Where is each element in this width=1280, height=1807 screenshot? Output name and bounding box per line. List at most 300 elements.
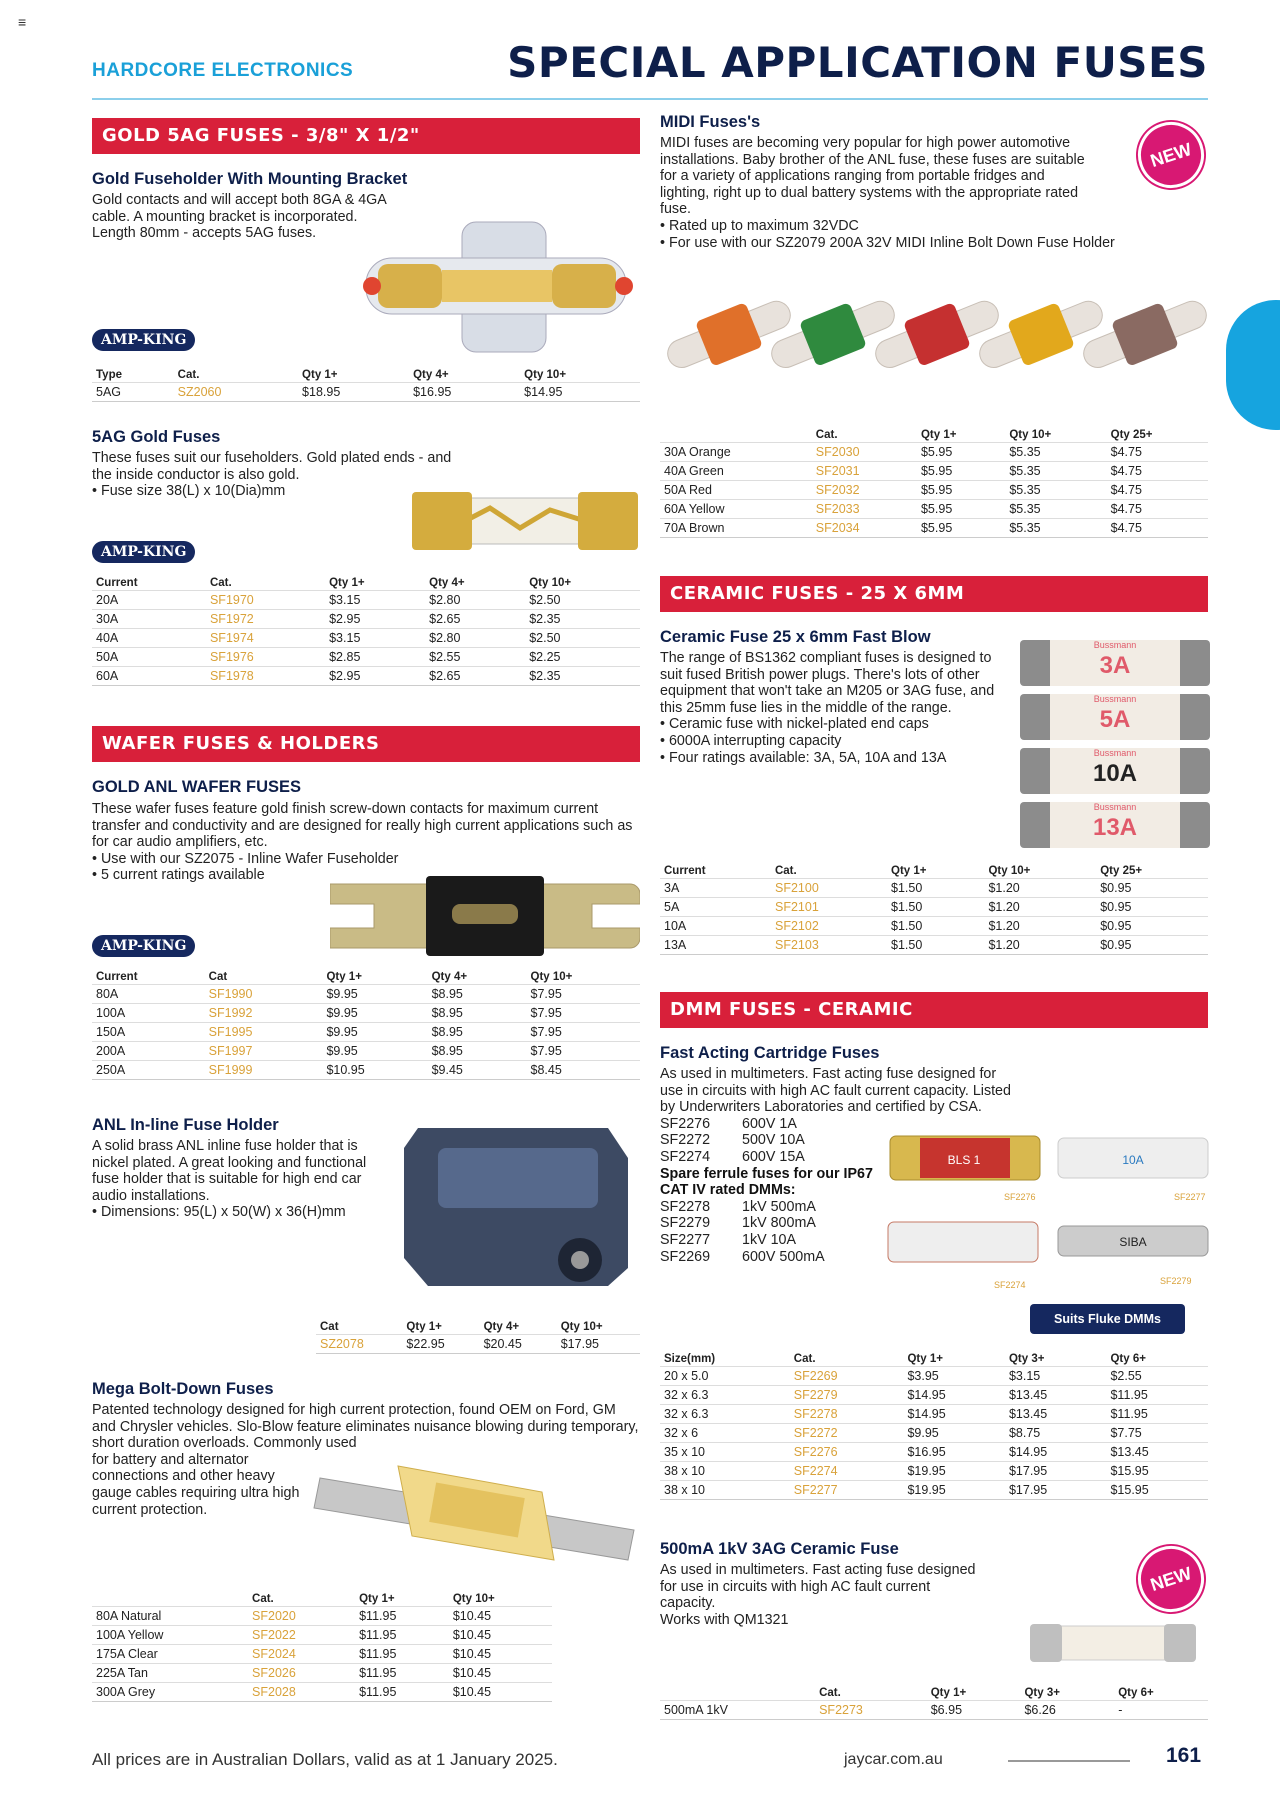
table-row xyxy=(92,1023,640,1042)
table-cell: $7.95 xyxy=(527,1004,641,1023)
ampking-badge: AMP-KING xyxy=(92,329,195,351)
table-cell: $10.45 xyxy=(449,1664,552,1683)
table-header: Current xyxy=(96,971,138,983)
dmm-list-code: SF2279 xyxy=(660,1215,711,1232)
anl-holder-bullet: • Dimensions: 95(L) x 50(W) x 36(H)mm xyxy=(92,1204,346,1221)
table-cell: $16.95 xyxy=(409,383,520,402)
table-row xyxy=(660,936,1208,955)
table-cell: $10.45 xyxy=(449,1683,552,1702)
table-cell: $4.75 xyxy=(1107,443,1208,462)
table-cell: $1.20 xyxy=(984,917,1096,936)
table-cell: 13A xyxy=(660,936,771,955)
3ag-section xyxy=(660,1540,1000,1628)
table-cell: $5.95 xyxy=(917,443,1005,462)
table-cell: $19.95 xyxy=(903,1462,1005,1481)
3ag-table xyxy=(660,1686,1208,1720)
table-cell: $2.80 xyxy=(425,591,525,610)
table-cell: 20A xyxy=(92,591,206,610)
table-header: Qty 3+ xyxy=(1024,1687,1060,1699)
table-cell: $4.75 xyxy=(1107,500,1208,519)
table-cell: $3.15 xyxy=(325,629,425,648)
table-header: Qty 10+ xyxy=(988,865,1031,877)
ceramic-fuse xyxy=(1020,748,1210,794)
cat-code: SF1978 xyxy=(206,667,325,686)
table-cell: $5.35 xyxy=(1005,481,1106,500)
table-row xyxy=(660,1462,1208,1481)
table-cell: 38 x 10 xyxy=(660,1462,790,1481)
table-cell: $16.95 xyxy=(903,1443,1005,1462)
dmm-list-code: SF2269 xyxy=(660,1248,711,1265)
table-cell: 150A xyxy=(92,1023,205,1042)
table-cell: $2.55 xyxy=(1106,1367,1208,1386)
table-cell: $18.95 xyxy=(298,383,409,402)
midi-fuse xyxy=(972,288,1111,381)
wafer-band: WAFER FUSES & HOLDERS xyxy=(92,726,640,762)
anl-wafer-bullet-2: • 5 current ratings available xyxy=(92,867,265,884)
cat-code: SF2103 xyxy=(771,936,887,955)
cat-code: SF2022 xyxy=(248,1626,355,1645)
table-cell: 3A xyxy=(660,879,771,898)
table-cell: 70A Brown xyxy=(660,519,812,538)
table-cell: 80A xyxy=(92,985,205,1004)
fuse-print-bls: BLS 1 xyxy=(947,1153,981,1167)
anl-holder-table xyxy=(316,1320,640,1354)
table-cell: $1.50 xyxy=(887,936,984,955)
table-cell: 200A xyxy=(92,1042,205,1061)
ceramic-bullet-3: • Four ratings available: 3A, 5A, 10A and 13A xyxy=(660,749,947,766)
table-header: Cat xyxy=(208,971,228,983)
cat-code: SF2102 xyxy=(771,917,887,936)
mega-table xyxy=(92,1592,552,1702)
table-cell: $10.45 xyxy=(449,1607,552,1626)
table-cell: $2.65 xyxy=(425,667,525,686)
anl-wafer-bullet-1: • Use with our SZ2075 - Inline Wafer Fuseholder xyxy=(92,850,399,867)
table-cell: $1.50 xyxy=(887,879,984,898)
table-cell: $2.35 xyxy=(525,610,640,629)
table-cell: $14.95 xyxy=(520,383,640,402)
table-cell: $11.95 xyxy=(1106,1386,1208,1405)
cat-code: SF2272 xyxy=(790,1424,904,1443)
cat-code: SF2269 xyxy=(790,1367,904,1386)
table-header: Cat. xyxy=(793,1353,816,1365)
cat-code: SF1995 xyxy=(205,1023,323,1042)
fuse-print-10a: 10A xyxy=(1122,1153,1144,1167)
table-row xyxy=(660,1367,1208,1386)
table-row xyxy=(92,591,640,610)
ceramic-fuses-image xyxy=(1020,640,1210,856)
table-header: Size(mm) xyxy=(664,1353,716,1365)
table-cell: $15.95 xyxy=(1106,1462,1208,1481)
table-row xyxy=(660,1405,1208,1424)
5ag-gold-fuses-table xyxy=(92,576,640,686)
cat-code: SF2274 xyxy=(790,1462,904,1481)
table-row xyxy=(660,1481,1208,1500)
table-cell: 5AG xyxy=(92,383,174,402)
ceramic-fuse xyxy=(1020,802,1210,848)
table-cell: $8.75 xyxy=(1005,1424,1107,1443)
table-row xyxy=(660,1386,1208,1405)
dmm-list-rating: 500V 10A xyxy=(742,1132,805,1149)
table-header: Cat. xyxy=(819,1687,841,1699)
anl-wafer-image xyxy=(330,872,640,960)
table-cell: $7.95 xyxy=(527,985,641,1004)
dmm-img-label-3: SF2274 xyxy=(994,1280,1026,1290)
footer-url[interactable]: jaycar.com.au xyxy=(844,1751,943,1768)
table-cell: $8.95 xyxy=(428,1023,527,1042)
table-cell: $22.95 xyxy=(402,1335,479,1354)
table-row xyxy=(660,500,1208,519)
5ag-gold-fuses-desc: These fuses suit our fuseholders. Gold plated ends - and the inside conductor is also gold. xyxy=(92,450,452,483)
gold-fuseholder-desc: Gold contacts and will accept both 8GA & 4GA cable. A mounting bracket is incorporated. xyxy=(92,192,387,225)
table-cell: 30A Orange xyxy=(660,443,812,462)
table-cell: $17.95 xyxy=(1005,1481,1107,1500)
table-cell: $11.95 xyxy=(355,1664,449,1683)
table-row xyxy=(660,519,1208,538)
table-cell: $8.95 xyxy=(428,1004,527,1023)
table-cell: 250A xyxy=(92,1061,205,1080)
table-cell: $13.45 xyxy=(1005,1386,1107,1405)
cat-code: SF2026 xyxy=(248,1664,355,1683)
table-cell: 80A Natural xyxy=(92,1607,248,1626)
suits-fluke-badge: Suits Fluke DMMs xyxy=(1030,1304,1185,1334)
table-cell: $2.25 xyxy=(525,648,640,667)
ceramic-bullet-2: • 6000A interrupting capacity xyxy=(660,732,842,749)
table-cell: $1.50 xyxy=(887,917,984,936)
table-cell: $11.95 xyxy=(1106,1405,1208,1424)
table-cell: $0.95 xyxy=(1096,917,1208,936)
table-cell: $9.95 xyxy=(903,1424,1005,1443)
table-cell: $14.95 xyxy=(903,1386,1005,1405)
dmm-img-label-4: SF2279 xyxy=(1160,1276,1192,1286)
table-header: Qty 1+ xyxy=(907,1353,943,1365)
table-cell: $5.95 xyxy=(917,462,1005,481)
anl-wafer-desc: These wafer fuses feature gold finish screw-down contacts for maximum current transfer and conductivity and are designed for really high current applications such as for car audio amplifiers, etc. xyxy=(92,801,633,851)
table-cell: $4.75 xyxy=(1107,481,1208,500)
cat-code: SF2276 xyxy=(790,1443,904,1462)
table-cell: $2.35 xyxy=(525,667,640,686)
table-cell: $5.95 xyxy=(917,519,1005,538)
table-header: Cat xyxy=(320,1321,339,1333)
table-header: Qty 10+ xyxy=(1009,429,1052,441)
midi-bullet-2: • For use with our SZ2079 200A 32V MIDI Inline Bolt Down Fuse Holder xyxy=(660,234,1115,251)
ceramic-fuse-brand: Bussmann xyxy=(1093,640,1137,650)
table-row xyxy=(660,1701,1208,1720)
table-cell: $1.20 xyxy=(984,898,1096,917)
new-badge-2: NEW xyxy=(1129,1537,1212,1620)
cat-code: SF2032 xyxy=(812,481,917,500)
ampking-badge-2: AMP-KING xyxy=(92,541,195,563)
footer-divider xyxy=(1008,1760,1130,1762)
table-cell: $7.75 xyxy=(1106,1424,1208,1443)
table-cell: 300A Grey xyxy=(92,1683,248,1702)
cat-code: SF1972 xyxy=(206,610,325,629)
cat-code: SF2273 xyxy=(815,1701,927,1720)
table-header: Qty 1+ xyxy=(920,429,957,441)
cat-code: SF2024 xyxy=(248,1645,355,1664)
table-row xyxy=(92,1607,552,1626)
table-cell: 100A xyxy=(92,1004,205,1023)
table-header: Current xyxy=(664,865,706,877)
mega-desc: Patented technology designed for high current protection, found OEM on Ford, GM and Chrysler vehicles. Slo-Blow feature eliminates nuisance blowing during temporary, short duration overloads. Commonly used xyxy=(92,1402,639,1452)
cat-code: SF2034 xyxy=(812,519,917,538)
table-cell: 5A xyxy=(660,898,771,917)
table-header: Qty 1+ xyxy=(302,369,338,381)
table-cell: 60A Yellow xyxy=(660,500,812,519)
dmm-list-rating: 1kV 500mA xyxy=(742,1198,816,1215)
gold-fuseholder-title: Gold Fuseholder With Mounting Bracket xyxy=(92,170,408,188)
cat-code: SF2031 xyxy=(812,462,917,481)
table-header: Qty 1+ xyxy=(326,971,362,983)
table-cell: $9.95 xyxy=(322,985,427,1004)
midi-bullet-1: • Rated up to maximum 32VDC xyxy=(660,217,859,234)
table-cell: $17.95 xyxy=(1005,1462,1107,1481)
table-cell: $10.95 xyxy=(322,1061,427,1080)
table-header: Cat. xyxy=(815,429,838,441)
anl-holder-section xyxy=(92,1116,392,1221)
3ag-desc: As used in multimeters. Fast acting fuse designed for use in circuits with high AC fault current capacity. xyxy=(660,1562,976,1612)
table-cell: $2.95 xyxy=(325,667,425,686)
ceramic-table xyxy=(660,864,1208,955)
anl-holder-desc: A solid brass ANL inline fuse holder that is nickel plated. A great looking and functional fuse holder that is suitable for high end car audio installations. xyxy=(92,1138,367,1204)
table-header: Qty 1+ xyxy=(930,1687,967,1699)
dmm-desc: As used in multimeters. Fast acting fuse designed for use in circuits with high AC fault current capacity. Listed by Underwriters Laboratories and certified by CSA. xyxy=(660,1066,1011,1116)
3ag-fuse-image xyxy=(1028,1620,1198,1666)
table-header: Qty 1+ xyxy=(406,1321,442,1333)
gold-fuseholder-image xyxy=(352,218,644,358)
table-cell: $5.95 xyxy=(917,481,1005,500)
table-cell: $6.26 xyxy=(1020,1701,1114,1720)
gold-5ag-band: GOLD 5AG FUSES - 3/8" X 1/2" xyxy=(92,118,640,154)
3ag-title: 500mA 1kV 3AG Ceramic Fuse xyxy=(660,1540,899,1558)
table-header: Qty 4+ xyxy=(429,577,465,589)
table-cell: $0.95 xyxy=(1096,879,1208,898)
ceramic-bullet-1: • Ceramic fuse with nickel-plated end caps xyxy=(660,716,929,733)
side-tab-marker xyxy=(1226,300,1280,430)
mega-desc2: for battery and alternator connections and other heavy gauge cables requiring ultra high current protection. xyxy=(92,1451,300,1518)
anl-wafer-section xyxy=(92,778,640,884)
table-cell: $2.95 xyxy=(325,610,425,629)
table-cell: $9.95 xyxy=(322,1023,427,1042)
table-header xyxy=(660,1686,815,1701)
table-cell: $10.45 xyxy=(449,1645,552,1664)
table-row xyxy=(92,1626,552,1645)
table-header: Qty 1+ xyxy=(329,577,365,589)
table-cell: 500mA 1kV xyxy=(660,1701,815,1720)
cat-code: SF2277 xyxy=(790,1481,904,1500)
table-header: Qty 1+ xyxy=(891,865,927,877)
table-cell: $9.45 xyxy=(428,1061,527,1080)
table-cell: $5.35 xyxy=(1005,462,1106,481)
mega-title: Mega Bolt-Down Fuses xyxy=(92,1380,274,1398)
table-cell: $17.95 xyxy=(557,1335,640,1354)
dmm-list-rating: 1kV 10A xyxy=(742,1231,797,1248)
table-cell: $11.95 xyxy=(355,1626,449,1645)
dmm-title: Fast Acting Cartridge Fuses xyxy=(660,1044,880,1062)
table-header: Qty 10+ xyxy=(452,1593,495,1605)
table-cell: $3.95 xyxy=(903,1367,1005,1386)
table-cell: 225A Tan xyxy=(92,1664,248,1683)
table-header: Cat. xyxy=(252,1593,274,1605)
ceramic-fuse-brand: Bussmann xyxy=(1093,748,1137,758)
table-header: Qty 10+ xyxy=(560,1321,603,1333)
table-header: Qty 25+ xyxy=(1110,429,1153,441)
table-row xyxy=(92,383,640,402)
table-header: Qty 3+ xyxy=(1008,1353,1045,1365)
cat-code: SF2278 xyxy=(790,1405,904,1424)
ampking-badge-3: AMP-KING xyxy=(92,935,195,957)
table-cell: $3.15 xyxy=(1005,1367,1107,1386)
table-cell: 10A xyxy=(660,917,771,936)
dmm-fuses-image xyxy=(884,1130,1214,1300)
table-row xyxy=(92,985,640,1004)
table-cell: 50A Red xyxy=(660,481,812,500)
table-header: Qty 6+ xyxy=(1118,1687,1154,1699)
cat-code: SF1974 xyxy=(206,629,325,648)
table-row xyxy=(660,1443,1208,1462)
table-cell: $3.15 xyxy=(325,591,425,610)
5ag-fuse-image xyxy=(410,488,640,554)
table-cell: 40A xyxy=(92,629,206,648)
table-cell: $11.95 xyxy=(355,1645,449,1664)
table-cell: $14.95 xyxy=(903,1405,1005,1424)
cat-code: SF1992 xyxy=(205,1004,323,1023)
ceramic-fuse xyxy=(1020,640,1210,686)
table-cell: $4.75 xyxy=(1107,519,1208,538)
midi-table xyxy=(660,428,1208,538)
dmm-list-code: SF2276 xyxy=(660,1115,711,1132)
table-cell: $1.50 xyxy=(887,898,984,917)
cat-code: SF1999 xyxy=(205,1061,323,1080)
brand-label: HARDCORE ELECTRONICS xyxy=(92,60,354,81)
table-row xyxy=(92,629,640,648)
cat-code: SZ2078 xyxy=(316,1335,402,1354)
dmm-spare-heading: Spare ferrule fuses for our IP67 CAT IV rated DMMs: xyxy=(660,1165,873,1199)
table-cell: $2.85 xyxy=(325,648,425,667)
gold-fuseholder-table xyxy=(92,368,640,402)
table-row xyxy=(660,879,1208,898)
table-cell: 32 x 6.3 xyxy=(660,1386,790,1405)
anl-wafer-table xyxy=(92,970,640,1080)
table-header: Cat. xyxy=(177,369,200,381)
ceramic-fuse-rating: 13A xyxy=(1092,814,1138,841)
table-header: Qty 4+ xyxy=(431,971,468,983)
anl-holder-title: ANL In-line Fuse Holder xyxy=(92,1116,279,1134)
table-header: Type xyxy=(96,369,122,381)
cat-code: SF1990 xyxy=(205,985,323,1004)
table-header: Qty 1+ xyxy=(359,1593,395,1605)
table-cell: $2.80 xyxy=(425,629,525,648)
dmm-list-rating: 600V 15A xyxy=(742,1148,805,1165)
cat-code: SF1970 xyxy=(206,591,325,610)
midi-fuse xyxy=(1076,288,1208,381)
ceramic-fuse xyxy=(1020,694,1210,740)
table-row xyxy=(92,1042,640,1061)
table-cell: $8.95 xyxy=(428,985,527,1004)
3ag-works-with: Works with QM1321 xyxy=(660,1611,789,1628)
table-cell: $20.45 xyxy=(480,1335,557,1354)
dmm-table xyxy=(660,1352,1208,1500)
table-cell: 32 x 6.3 xyxy=(660,1405,790,1424)
table-cell: $2.50 xyxy=(525,591,640,610)
ceramic-desc: The range of BS1362 compliant fuses is designed to suit fused British power plugs. There's lots of other equipment that won't take an M205 or 3AG fuse, and this 25mm fuse lies in the middle of the range. xyxy=(660,650,995,716)
table-row xyxy=(660,462,1208,481)
5ag-gold-fuses-title: 5AG Gold Fuses xyxy=(92,428,221,446)
anl-holder-image xyxy=(398,1118,634,1288)
table-header: Qty 10+ xyxy=(524,369,567,381)
table-row xyxy=(92,667,640,686)
table-row xyxy=(92,610,640,629)
cat-code: SF2030 xyxy=(812,443,917,462)
table-row xyxy=(92,1645,552,1664)
dmm-list-code: SF2278 xyxy=(660,1198,711,1215)
midi-section xyxy=(660,113,1130,251)
cat-code: SF2279 xyxy=(790,1386,904,1405)
table-cell: 40A Green xyxy=(660,462,812,481)
table-cell: $7.95 xyxy=(527,1042,641,1061)
table-header xyxy=(92,1592,248,1607)
cat-code: SZ2060 xyxy=(174,383,298,402)
page-title: SPECIAL APPLICATION FUSES xyxy=(507,38,1208,87)
table-cell: 60A xyxy=(92,667,206,686)
table-cell: $2.65 xyxy=(425,610,525,629)
table-row xyxy=(92,1664,552,1683)
cat-code: SF1997 xyxy=(205,1042,323,1061)
table-row xyxy=(660,917,1208,936)
table-cell: $6.95 xyxy=(927,1701,1021,1720)
table-cell: $4.75 xyxy=(1107,462,1208,481)
menu-icon[interactable]: ≡ xyxy=(18,14,27,30)
cat-code: SF2020 xyxy=(248,1607,355,1626)
table-header: Qty 25+ xyxy=(1100,865,1143,877)
anl-wafer-title: GOLD ANL WAFER FUSES xyxy=(92,778,302,796)
table-row xyxy=(660,481,1208,500)
table-header: Current xyxy=(96,577,138,589)
table-cell: $8.95 xyxy=(428,1042,527,1061)
midi-fuse xyxy=(868,288,1007,381)
table-cell: $8.45 xyxy=(527,1061,641,1080)
page-number: 161 xyxy=(1166,1744,1202,1767)
table-cell: $5.95 xyxy=(917,500,1005,519)
dmm-img-label-1: SF2276 xyxy=(1004,1192,1036,1202)
dmm-band: DMM FUSES - CERAMIC xyxy=(660,992,1208,1028)
table-header: Cat. xyxy=(774,865,797,877)
cat-code: SF2028 xyxy=(248,1683,355,1702)
table-row xyxy=(316,1335,640,1354)
table-cell: $1.20 xyxy=(984,936,1096,955)
dmm-list-rating: 600V 1A xyxy=(742,1115,797,1132)
table-cell: $13.45 xyxy=(1106,1443,1208,1462)
table-cell: 175A Clear xyxy=(92,1645,248,1664)
table-row xyxy=(92,648,640,667)
midi-fuses-image xyxy=(658,285,1208,415)
dmm-list-rating: 600V 500mA xyxy=(742,1248,825,1265)
mega-fuse-image xyxy=(312,1460,642,1580)
ceramic-band: CERAMIC FUSES - 25 X 6MM xyxy=(660,576,1208,612)
dmm-img-label-2: SF2277 xyxy=(1174,1192,1206,1202)
table-row xyxy=(660,898,1208,917)
gold-fuseholder-desc2: Length 80mm - accepts 5AG fuses. xyxy=(92,225,317,242)
table-cell: 20 x 5.0 xyxy=(660,1367,790,1386)
table-cell: $0.95 xyxy=(1096,898,1208,917)
ceramic-section xyxy=(660,628,1010,766)
table-row xyxy=(660,1424,1208,1443)
table-row xyxy=(92,1061,640,1080)
midi-title: MIDI Fuses's xyxy=(660,113,761,131)
table-cell: 38 x 10 xyxy=(660,1481,790,1500)
table-cell: $15.95 xyxy=(1106,1481,1208,1500)
table-cell: $1.20 xyxy=(984,879,1096,898)
table-cell: $2.55 xyxy=(425,648,525,667)
